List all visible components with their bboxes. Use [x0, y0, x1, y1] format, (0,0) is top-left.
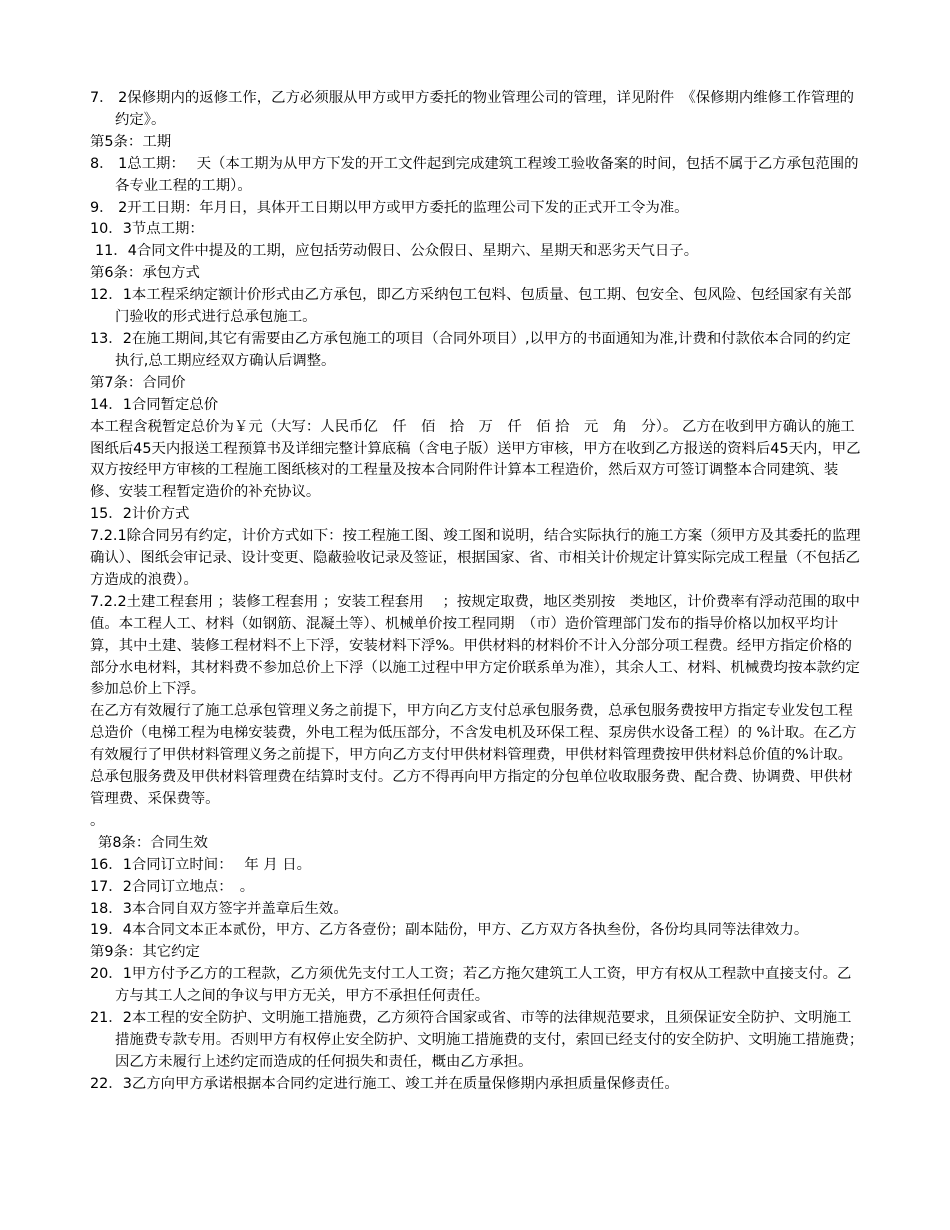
- clause-12: 12．1本工程采纳定额计价形式由乙方承包，即乙方采纳包工包料、包质量、包工期、包安全、包风险、包经国家有关部门验收的形式进行总承包施工。: [90, 287, 852, 326]
- clause-20: 20．1甲方付予乙方的工程款，乙方须优先支付工人工资；若乙方拖欠建筑工人工资，甲方有权从工程款中直接支付。乙方与其工人之间的争议与甲方无关，甲方不承担任何责任。: [90, 966, 852, 1005]
- total-price-paragraph: 本工程含税暂定总价为￥元（大写：人民币亿 仟 佰 拾 万 仟 佰 拾 元 角 分）。 乙方在收到甲方确认的施工图纸后45天内报送工程预算书及详细完整计算底稿（含电子版）送甲方审核，甲方在收到乙方报送的资料后45天内，甲乙双方按经甲方审核的工程施工图纸核对的工程量及按本合同附件计算本工程造价，然后双方可签订调整本合同建筑、装修、安装工程暂定造价的补充协议。: [90, 418, 861, 501]
- clause-14-heading: 14．1合同暂定总价: [90, 396, 219, 413]
- clause-11: 11．4合同文件中提及的工期，应包括劳动假日、公众假日、星期六、星期天和恶劣天气日子。: [95, 243, 699, 260]
- service-fee-paragraph: 在乙方有效履行了施工总承包管理义务之前提下，甲方向乙方支付总承包服务费，总承包服务费按甲方指定专业发包工程总造价（电梯工程为电梯安装费，外电工程为低压部分，不含发电机及环保工程、泵房供水设备工程）的 %计取。在乙方有效履行了甲供材料管理义务之前提下，甲方向乙方支付甲供材料管理费，甲供材料管理费按甲供材料总价值的%计取。总承包服务费及甲供材料管理费在结算时支付。乙方不得再向甲方指定的分包单位收取服务费、配合费、协调费、甲供材管理费、采保费等。: [90, 703, 857, 807]
- clause-7-2-1: 7.2.1除合同另有约定，计价方式如下：按工程施工图、竣工图和说明，结合实际执行的施工方案（须甲方及其委托的监理确认）、图纸会审记录、设计变更、隐蔽验收记录及签证，根据国家、省、市相关计价规定计算实际完成工程量（不包括乙方造成的浪费）。: [90, 528, 861, 588]
- clause-15-heading: 15．2计价方式: [90, 506, 190, 523]
- clause-8: 8． 1总工期： 天（本工期为从甲方下发的开工文件起到完成建筑工程竣工验收备案的时间，包括不属于乙方承包范围的各专业工程的工期）。: [90, 155, 859, 194]
- stray-period: 。: [90, 812, 105, 829]
- clause-13: 13．2在施工期间,其它有需要由乙方承包施工的项目（合同外项目）,以甲方的书面通知为准,计费和付款依本合同的约定执行,总工期应经双方确认后调整。: [90, 330, 851, 369]
- article-5-heading: 第5条：工期: [90, 133, 172, 150]
- article-6-heading: 第6条：承包方式: [90, 265, 200, 282]
- clause-9: 9． 2开工日期：年月日，具体开工日期以甲方或甲方委托的监理公司下发的正式开工令为准。: [90, 199, 689, 216]
- clause-21: 21．2本工程的安全防护、文明施工措施费，乙方须符合国家或省、市等的法律规范要求，且须保证安全防护、文明施工措施费专款专用。否则甲方有权停止安全防护、文明施工措施费的支付，索回已经支付的安全防护、文明施工措施费；因乙方未履行上述约定而造成的任何损失和责任，概由乙方承担。: [90, 1010, 864, 1070]
- clause-7-2: 7． 2保修期内的返修工作，乙方必须服从甲方或甲方委托的物业管理公司的管理，详见附件 《保修期内维修工作管理的约定》。: [90, 90, 855, 128]
- clause-22: 22．3乙方向甲方承诺根据本合同约定进行施工、竣工并在质量保修期内承担质量保修责任。: [90, 1075, 679, 1092]
- article-9-heading: 第9条：其它约定: [90, 944, 200, 961]
- article-7-heading: 第7条：合同价: [90, 374, 186, 391]
- clause-16: 16．1合同订立时间： 年 月 日。: [90, 856, 312, 873]
- clause-17: 17．2合同订立地点： 。: [90, 878, 255, 895]
- article-8-heading: 第8条：合同生效: [98, 834, 208, 851]
- clause-19: 19．4本合同文本正本贰份，甲方、乙方各壹份；副本陆份，甲方、乙方双方各执叁份，各份均具同等法律效力。: [90, 922, 809, 939]
- clause-18: 18．3本合同自双方签字并盖章后生效。: [90, 900, 348, 917]
- document-body: [90, 88, 865, 1096]
- clause-10: 10．3节点工期：: [90, 221, 204, 238]
- clause-7-2-2: 7.2.2土建工程套用 ；装修工程套用 ；安装工程套用 ；按规定取费，地区类别按 类地区，计价费率有浮动范围的取中值。本工程人工、材料（如钢筋、混凝土等）、机械单价按工程同期 （市）造价管理部门发布的指导价格以加权平均计算，其中土建、装修工程材料不上下浮，安装材料下浮%。甲供材料的材料价不计入分部分项工程费。经甲方指定价格的部分水电材料，其材料费不参加总价上下浮（以施工过程中甲方定价联系单为准），其余人工、材料、机械费均按本款约定参加总价上下浮。: [90, 593, 860, 698]
